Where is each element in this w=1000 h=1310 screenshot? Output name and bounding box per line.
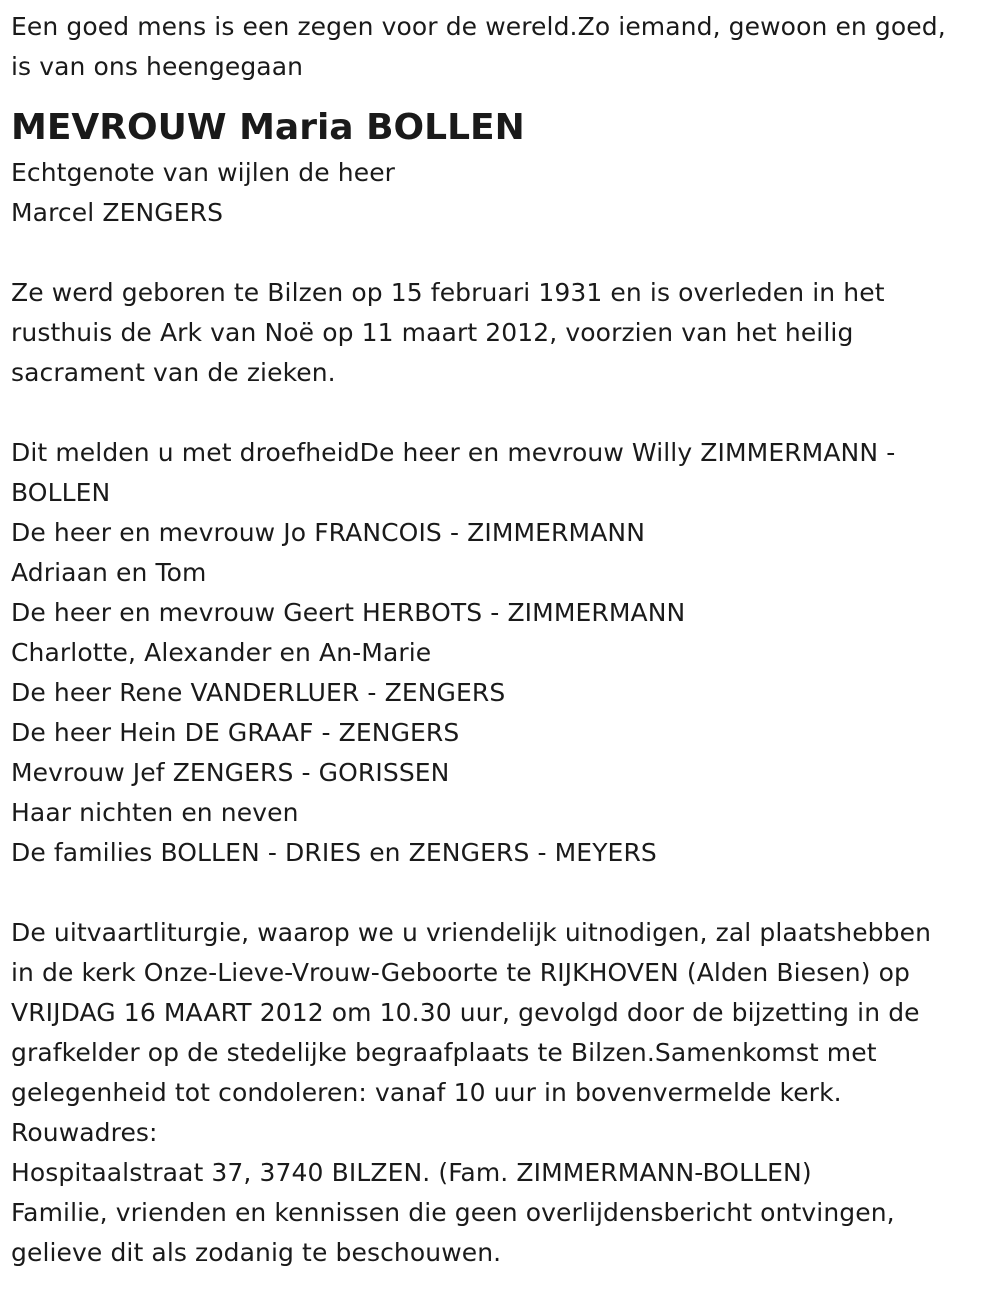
intro-line: Een goed mens is een zegen voor de wereld.Zo iemand, gewoon en goed, — [11, 12, 946, 41]
family-line: BOLLEN — [11, 478, 111, 507]
family-line: De heer en mevrouw Geert HERBOTS - ZIMMERMANN — [11, 598, 686, 627]
funeral-line: Hospitaalstraat 37, 3740 BILZEN. (Fam. ZIMMERMANN-BOLLEN) — [11, 1158, 812, 1187]
spacer — [11, 873, 990, 913]
birth-death-line: sacrament van de zieken. — [11, 358, 336, 387]
funeral-line: grafkelder op de stedelijke begraafplaats te Bilzen.Samenkomst met — [11, 1038, 877, 1067]
funeral-line: in de kerk Onze-Lieve-Vrouw-Geboorte te RIJKHOVEN (Alden Biesen) op — [11, 958, 910, 987]
family-line: De families BOLLEN - DRIES en ZENGERS - MEYERS — [11, 838, 657, 867]
spacer — [11, 233, 990, 273]
birth-death-line: Ze werd geboren te Bilzen op 15 februari 1931 en is overleden in het — [11, 278, 885, 307]
funeral-line: VRIJDAG 16 MAART 2012 om 10.30 uur, gevolgd door de bijzetting in de — [11, 998, 920, 1027]
deceased-name: MEVROUW Maria BOLLEN — [11, 107, 525, 148]
intro-quote — [11, 7, 990, 87]
family-line: Charlotte, Alexander en An-Marie — [11, 638, 432, 667]
spacer — [11, 393, 990, 433]
family-line: De heer en mevrouw Jo FRANCOIS - ZIMMERMANN — [11, 518, 645, 547]
spouse-line: Marcel ZENGERS — [11, 198, 224, 227]
spouse-section — [11, 153, 990, 233]
family-line: Mevrouw Jef ZENGERS - GORISSEN — [11, 758, 450, 787]
funeral-paragraph — [11, 913, 990, 1273]
family-line: Adriaan en Tom — [11, 558, 207, 587]
family-list — [11, 433, 990, 873]
intro-line: is van ons heengegaan — [11, 52, 304, 81]
family-line: Haar nichten en neven — [11, 798, 299, 827]
spouse-line: Echtgenote van wijlen de heer — [11, 158, 396, 187]
funeral-line: gelieve dit als zodanig te beschouwen. — [11, 1238, 502, 1267]
family-line: Dit melden u met droefheidDe heer en mevrouw Willy ZIMMERMANN - — [11, 438, 896, 467]
family-line: De heer Hein DE GRAAF - ZENGERS — [11, 718, 460, 747]
funeral-line: Rouwadres: — [11, 1118, 158, 1147]
funeral-line: De uitvaartliturgie, waarop we u vriendelijk uitnodigen, zal plaatshebben — [11, 918, 932, 947]
funeral-line: Familie, vrienden en kennissen die geen overlijdensbericht ontvingen, — [11, 1198, 895, 1227]
birth-death-paragraph — [11, 273, 990, 393]
funeral-line: gelegenheid tot condoleren: vanaf 10 uur in bovenvermelde kerk. — [11, 1078, 842, 1107]
birth-death-line: rusthuis de Ark van Noë op 11 maart 2012, voorzien van het heilig — [11, 318, 854, 347]
family-line: De heer Rene VANDERLUER - ZENGERS — [11, 678, 506, 707]
